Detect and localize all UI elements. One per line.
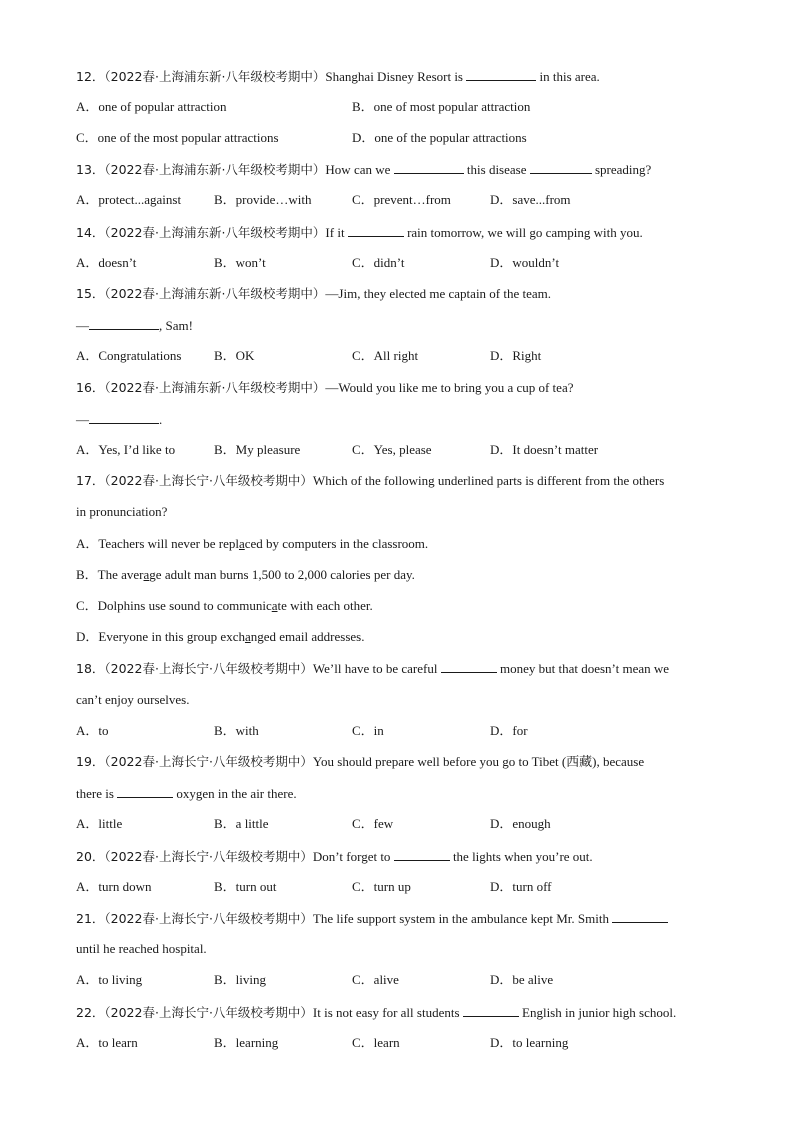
underlined-letter: a: [244, 629, 251, 644]
question-22-option-b: B．learning: [214, 1035, 279, 1050]
question-20-option-a: A．turn down: [76, 879, 152, 894]
question-19-option-d: D．enough: [490, 816, 551, 831]
answer-blank: [463, 1003, 519, 1017]
question-12-stem: 12．（2022春·上海浦东新·八年级校考期中）Shanghai Disney Resort is in this area.: [76, 69, 600, 84]
question-14-option-a: A．doesn’t: [76, 255, 137, 270]
question-19-stem: 19．（2022春·上海长宁·八年级校考期中）You should prepare well before you go to Tibet (西藏), because: [76, 754, 645, 769]
question-21-option-c: C．alive: [352, 972, 399, 987]
answer-blank: [530, 160, 592, 174]
question-16-option-b: B．My pleasure: [214, 442, 301, 457]
question-18-option-a: A．to: [76, 723, 109, 738]
question-12-option-b: B．one of most popular attraction: [352, 99, 531, 114]
question-15-option-c: C．All right: [352, 348, 419, 363]
question-15-option-b: B．OK: [214, 348, 255, 363]
question-12-option-d: D．one of the popular attractions: [352, 130, 527, 145]
question-20-option-d: D．turn off: [490, 879, 552, 894]
question-19-head: 19．（2022春·上海长宁·八年级校考期中）: [76, 754, 313, 769]
question-16-option-a: A．Yes, I’d like to: [76, 442, 176, 457]
question-17-option-a: A．Teachers will never be replaced by computers in the classroom.: [76, 536, 429, 551]
question-18-option-c: C．in: [352, 723, 384, 738]
question-14-stem: 14．（2022春·上海浦东新·八年级校考期中）If it rain tomorrow, we will go camping with you.: [76, 225, 643, 240]
question-20-stem: 20．（2022春·上海长宁·八年级校考期中）Don’t forget to the lights when you’re out.: [76, 849, 593, 864]
question-18-option-b: B．with: [214, 723, 259, 738]
question-13-stem: 13．（2022春·上海浦东新·八年级校考期中）How can we this disease spreading?: [76, 162, 652, 177]
question-20-head: 20．（2022春·上海长宁·八年级校考期中）: [76, 849, 313, 864]
underlined-letter: a: [238, 536, 245, 551]
question-13-option-a: A．protect...against: [76, 192, 182, 207]
question-15-head: 15．（2022春·上海浦东新·八年级校考期中）: [76, 286, 326, 301]
question-13-option-c: C．prevent…from: [352, 192, 451, 207]
question-12-option-a: A．one of popular attraction: [76, 99, 227, 114]
question-13-option-b: B．provide…with: [214, 192, 312, 207]
answer-blank: [89, 316, 159, 330]
question-22-stem: 22．（2022春·上海长宁·八年级校考期中）It is not easy for all students English in junior high school.: [76, 1005, 677, 1020]
question-21-option-b: B．living: [214, 972, 267, 987]
question-17-option-b: B．The average adult man burns 1,500 to 2,000 calories per day.: [76, 567, 415, 582]
question-15-response: — , Sam!: [76, 318, 193, 333]
question-19-option-a: A．little: [76, 816, 123, 831]
question-18-stem: 18．（2022春·上海长宁·八年级校考期中）We’ll have to be careful money but that doesn’t mean we: [76, 661, 670, 676]
answer-blank: [441, 659, 497, 673]
question-18-head: 18．（2022春·上海长宁·八年级校考期中）: [76, 661, 313, 676]
question-17-stem-cont: in pronunciation?: [76, 504, 168, 519]
question-22-option-c: C．learn: [352, 1035, 400, 1050]
underlined-letter: a: [143, 567, 150, 582]
question-13-option-d: D．save...from: [490, 192, 571, 207]
question-14-option-c: C．didn’t: [352, 255, 405, 270]
question-17-option-c: C．Dolphins use sound to communicate with each other.: [76, 598, 373, 613]
answer-blank: [466, 67, 536, 81]
answer-blank: [348, 223, 404, 237]
question-14-option-d: D．wouldn’t: [490, 255, 560, 270]
question-16-response: — .: [76, 412, 163, 427]
question-18-option-d: D．for: [490, 723, 528, 738]
question-22-option-a: A．to learn: [76, 1035, 138, 1050]
question-12-option-c: C．one of the most popular attractions: [76, 130, 279, 145]
question-12-head: 12．（2022春·上海浦东新·八年级校考期中）: [76, 69, 326, 84]
question-21-option-d: D．be alive: [490, 972, 554, 987]
answer-blank: [612, 909, 668, 923]
underlined-letter: a: [271, 598, 278, 613]
question-14-head: 14．（2022春·上海浦东新·八年级校考期中）: [76, 225, 326, 240]
answer-blank: [394, 847, 450, 861]
question-20-option-c: C．turn up: [352, 879, 411, 894]
question-21-stem: 21．（2022春·上海长宁·八年级校考期中）The life support system in the ambulance kept Mr. Smith: [76, 909, 668, 928]
question-22-head: 22．（2022春·上海长宁·八年级校考期中）: [76, 1005, 313, 1020]
question-17-head: 17．（2022春·上海长宁·八年级校考期中）: [76, 473, 313, 488]
answer-blank: [394, 160, 464, 174]
question-15-option-d: D．Right: [490, 348, 542, 363]
question-17-option-d: D．Everyone in this group exchanged email addresses.: [76, 629, 365, 644]
question-21-head: 21．（2022春·上海长宁·八年级校考期中）: [76, 911, 313, 926]
question-19-option-b: B．a little: [214, 816, 269, 831]
answer-blank: [117, 784, 173, 798]
question-16-option-d: D．It doesn’t matter: [490, 442, 599, 457]
question-14-option-b: B．won’t: [214, 255, 266, 270]
question-20-option-b: B．turn out: [214, 879, 277, 894]
question-22-option-d: D．to learning: [490, 1035, 569, 1050]
question-16-stem: 16．（2022春·上海浦东新·八年级校考期中）—Would you like me to bring you a cup of tea?: [76, 380, 574, 395]
question-13-head: 13．（2022春·上海浦东新·八年级校考期中）: [76, 162, 326, 177]
question-16-option-c: C．Yes, please: [352, 442, 432, 457]
question-15-stem: 15．（2022春·上海浦东新·八年级校考期中）—Jim, they elected me captain of the team.: [76, 286, 552, 301]
question-15-option-a: A．Congratulations: [76, 348, 182, 363]
question-17-stem: 17．（2022春·上海长宁·八年级校考期中）Which of the following underlined parts is different from the others: [76, 473, 665, 488]
question-19-stem-cont: there is oxygen in the air there.: [76, 786, 297, 801]
question-16-head: 16．（2022春·上海浦东新·八年级校考期中）: [76, 380, 326, 395]
answer-blank: [89, 410, 159, 424]
question-18-stem-cont: can’t enjoy ourselves.: [76, 692, 190, 707]
question-21-option-a: A．to living: [76, 972, 143, 987]
question-21-stem-cont: until he reached hospital.: [76, 941, 207, 956]
question-19-option-c: C．few: [352, 816, 394, 831]
